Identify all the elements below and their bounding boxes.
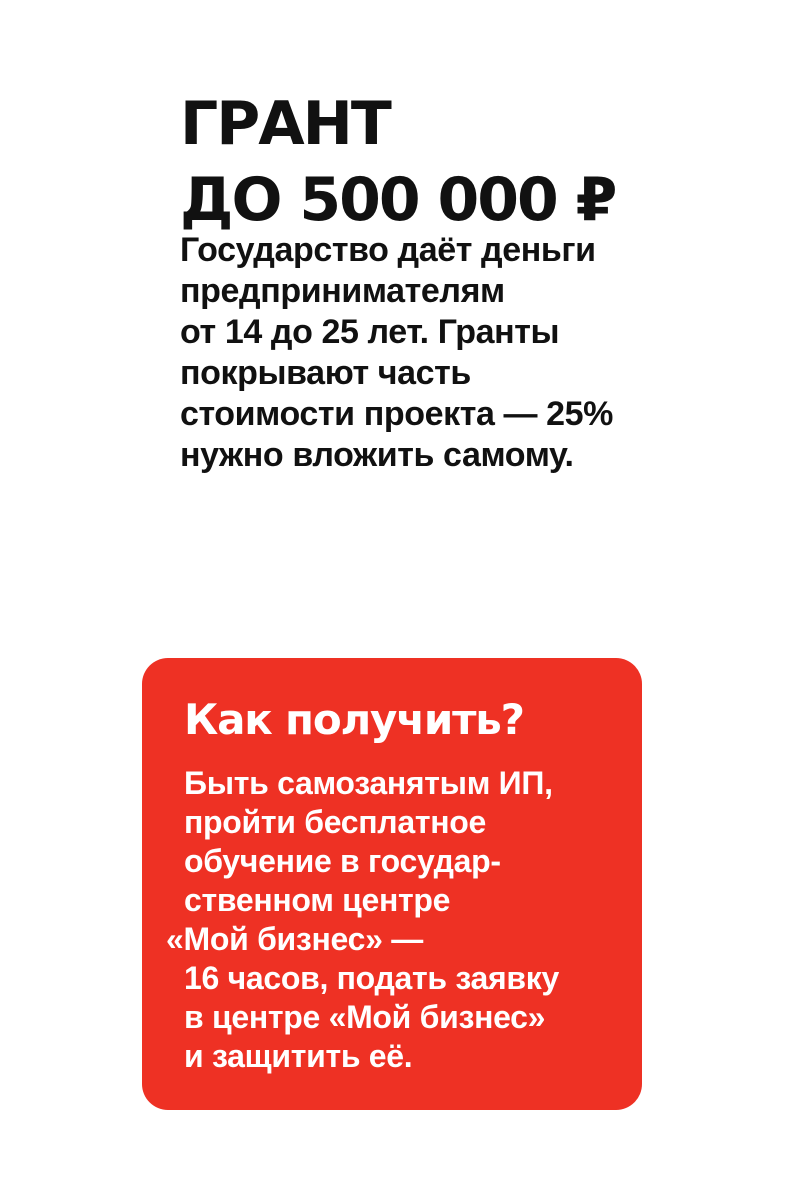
card-text-line: ственном центре xyxy=(184,882,451,918)
description-line: предпринимателям xyxy=(180,272,505,310)
description-line: Государство даёт деньги xyxy=(180,231,596,269)
description-line: нужно вложить самому. xyxy=(180,436,574,474)
description-line: покрывают часть xyxy=(180,354,471,392)
card-text-line: 16 часов, подать заявку xyxy=(184,960,559,996)
card-text xyxy=(166,764,559,1076)
card-title: Как получить? xyxy=(184,695,524,744)
grant-amount-line: ДО 500 000 ₽ xyxy=(180,165,616,235)
grant-title xyxy=(180,86,780,238)
grant-header xyxy=(180,86,780,238)
card-text-line: «Мой бизнес» — xyxy=(166,921,423,957)
how-to-get-card xyxy=(142,658,642,1110)
card-text-line: в центре «Мой бизнес» xyxy=(184,999,546,1035)
description-line: стоимости проекта — 25% xyxy=(180,395,614,433)
description-line: от 14 до 25 лет. Гранты xyxy=(180,313,560,351)
grant-description xyxy=(180,230,740,476)
card-text-line: пройти бесплатное xyxy=(184,804,486,840)
card-text-line: и защитить её. xyxy=(184,1038,413,1074)
grant-title-line: ГРАНТ xyxy=(180,89,390,159)
card-text-line: обучение в государ- xyxy=(184,843,501,879)
card-text-line: Быть самозанятым ИП, xyxy=(184,765,553,801)
